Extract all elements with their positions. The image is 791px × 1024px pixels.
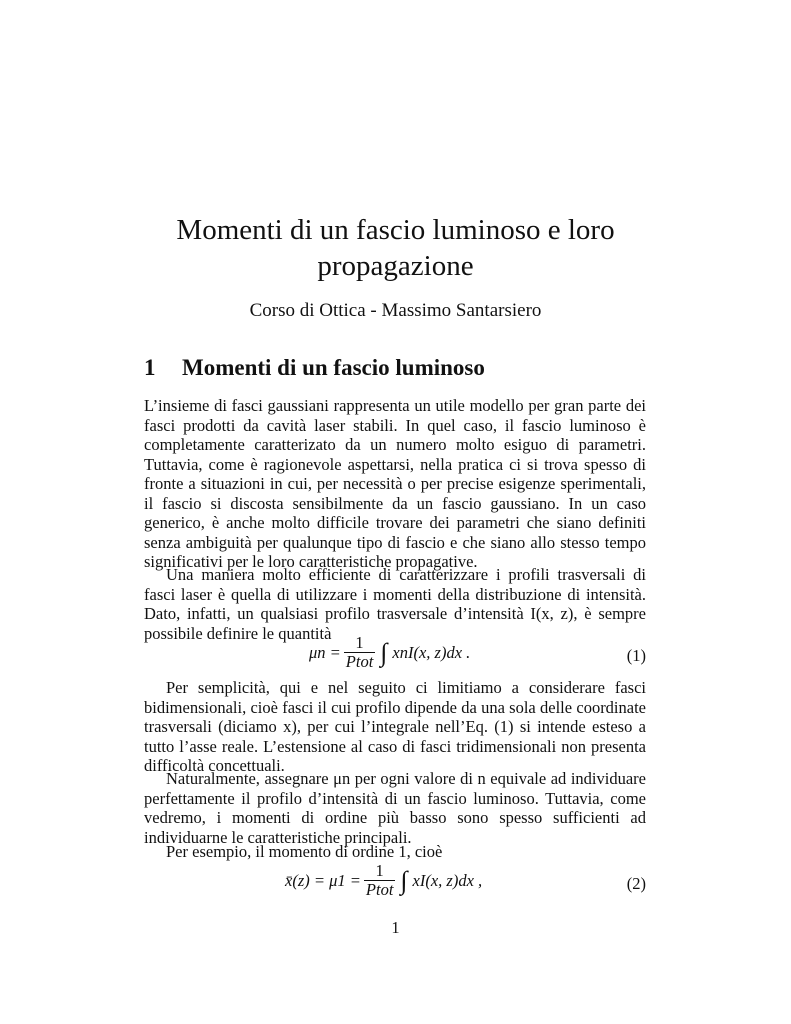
equation-1-denominator: Ptot xyxy=(345,652,374,671)
equation-1 xyxy=(144,634,646,678)
paragraph-3: Per semplicità, qui e nel seguito ci limitiamo a considerare fasci bidimensionali, cioè fasci il cui profilo dipende da una sola delle coordinate trasversali (diciamo x), per cui l’integrale nell’Eq. (1) si intende esteso a tutto l’asse reale. L’estensione al caso di fasci tridimensionali non presenta difficoltà concettuali. xyxy=(144,678,646,775)
equation-1-label: (1) xyxy=(626,646,646,665)
section-title: Momenti di un fascio luminoso xyxy=(182,355,485,380)
integral-sign-2: ∫ xyxy=(400,865,408,895)
author-line: Corso di Ottica - Massimo Santarsiero xyxy=(249,300,542,321)
equation-1-fraction xyxy=(344,634,376,671)
equation-2-label: (2) xyxy=(626,874,646,893)
equation-1-numerator: 1 xyxy=(355,633,364,652)
section-heading xyxy=(144,355,485,381)
equation-2-lhs: x̄(z) = μ1 = xyxy=(285,870,361,890)
equation-2-body xyxy=(285,862,482,899)
paragraph-5: Per esempio, il momento di ordine 1, cioè xyxy=(166,842,443,861)
equation-1-rhs: xnI(x, z)dx . xyxy=(392,642,471,662)
paragraph-4: Naturalmente, assegnare μn per ogni valore di n equivale ad individuare perfettamente il profilo d’intensità di un fascio luminoso. Tuttavia, come vedremo, i momenti di ordine più basso sono spesso sufficienti ad individuarne le caratteristiche principali. xyxy=(144,769,646,847)
section-number: 1 xyxy=(144,355,156,380)
equation-2 xyxy=(144,862,646,906)
paragraph-1: L’insieme di fasci gaussiani rappresenta un utile modello per gran parte dei fasci prodotti da cavità laser stabili. In quel caso, il fascio luminoso è completamente caratterizato da un numero molto esiguo di parametri. Tuttavia, come è ragionevole aspettarsi, nella pratica ci si trova spesso di fronte a situazioni in cui, per necessità o per precise esigenze sperimentali, il fascio si discosta sensibilmente da un fascio gaussiano. In un caso generico, è anche molto difficile trovare dei parametri che siano definiti senza ambiguità per qualunque tipo di fascio e che siano allo stesso tempo significativi per le loro caratteristiche propagative. xyxy=(144,396,646,571)
equation-1-lhs: μn = xyxy=(309,642,341,662)
page-number: 1 xyxy=(391,918,400,937)
paragraph-2: Una maniera molto efficiente di caratterizzare i profili trasversali di fasci laser è quella di utilizzare i momenti della distribuzione di intensità. Dato, infatti, un qualsiasi profilo trasversale d’intensità I(x, z), è sempre possibile definire le quantità xyxy=(144,565,646,643)
integral-sign: ∫ xyxy=(380,637,388,667)
equation-2-denominator: Ptot xyxy=(365,880,394,899)
paper-title: Momenti di un fascio luminoso e loro propagazione xyxy=(176,214,615,282)
equation-2-rhs: xI(x, z)dx , xyxy=(412,870,483,890)
equation-1-body xyxy=(309,634,470,671)
equation-2-numerator: 1 xyxy=(375,861,384,880)
equation-2-fraction xyxy=(364,862,396,899)
